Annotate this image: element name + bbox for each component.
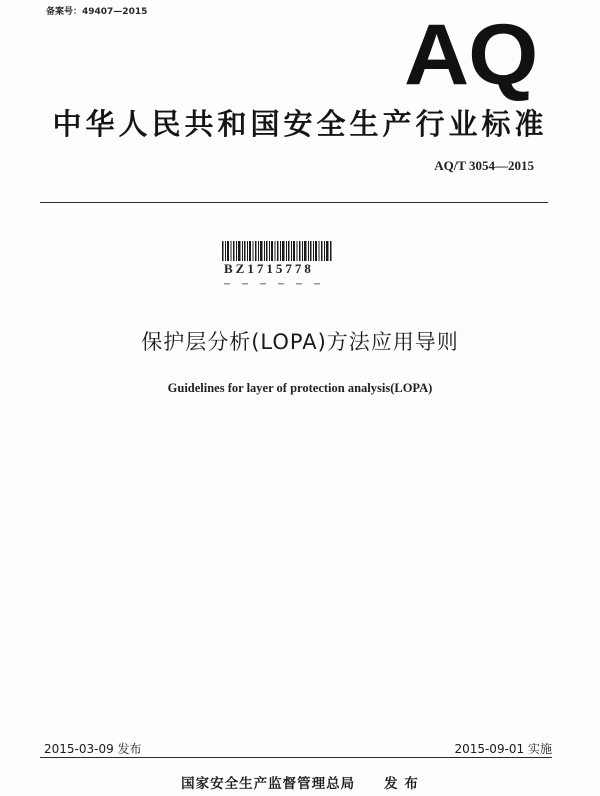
barcode-number: BZ1715778 bbox=[224, 261, 314, 276]
barcode-icon bbox=[222, 241, 332, 261]
standard-code: AQ/T 3054—2015 bbox=[434, 158, 534, 173]
industry-standard-title: 中华人民共和国安全生产行业标准 bbox=[52, 107, 548, 141]
document-title-english: Guidelines for layer of protection analysis(LOPA) bbox=[167, 381, 433, 395]
record-number: 备案号：49407—2015 bbox=[46, 7, 148, 17]
aq-logo: AQ bbox=[404, 7, 538, 103]
issue-date: 2015-03-09 发布 bbox=[44, 742, 142, 756]
implementation-date: 2015-09-01 实施 bbox=[454, 742, 552, 756]
barcode-dots-decoration bbox=[222, 282, 332, 286]
bottom-divider bbox=[40, 757, 552, 758]
top-divider bbox=[40, 202, 548, 203]
document-title-chinese: 保护层分析(LOPA)方法应用导则 bbox=[141, 330, 459, 354]
publisher: 国家安全生产监督管理总局 发 布 bbox=[181, 776, 419, 792]
